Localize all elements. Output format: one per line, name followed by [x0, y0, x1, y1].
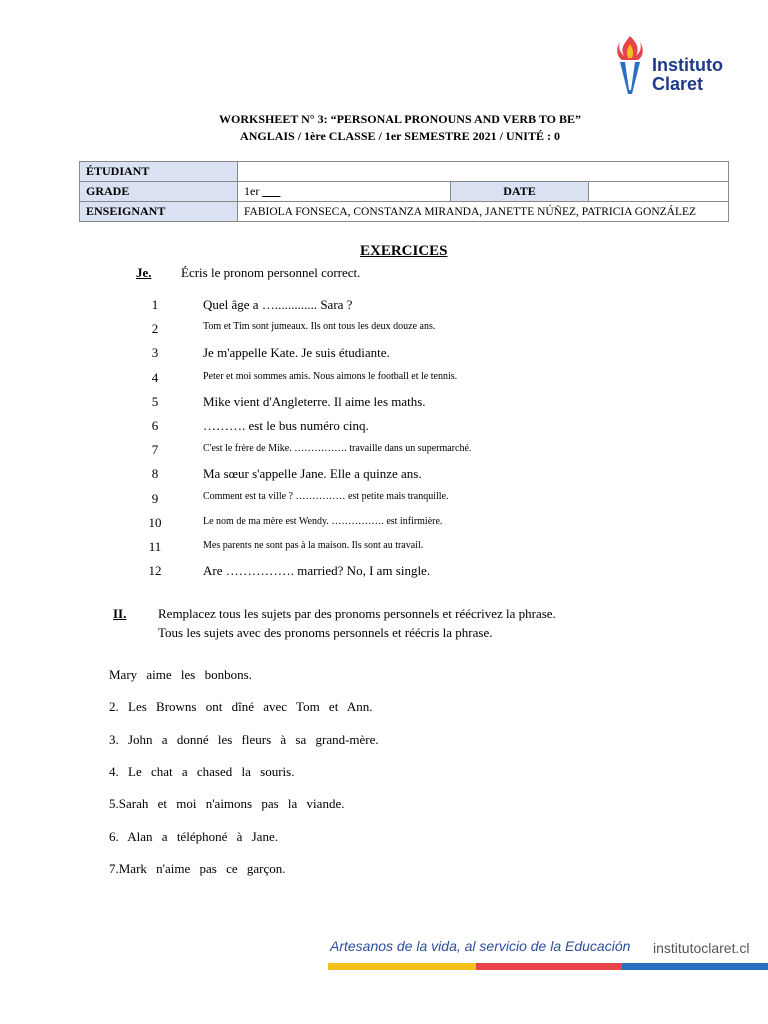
question-number: 7 — [151, 442, 159, 457]
student-label: ÉTUDIANT — [80, 162, 238, 182]
sentence-item: 5.Sarah et moi n'aimons pas la viande. — [109, 796, 345, 811]
question-text: Mike vient d'Angleterre. Il aime les maths. — [203, 394, 426, 409]
worksheet-title: WORKSHEET N° 3: “PERSONAL PRONOUNS AND VERB TO BE” — [219, 112, 581, 126]
teacher-label: ENSEIGNANT — [80, 202, 238, 222]
logo-text — [652, 56, 723, 94]
question-number: 8 — [151, 466, 159, 481]
footer-bar-red — [476, 963, 622, 970]
logo-line1: Instituto — [652, 55, 723, 75]
logo-line2: Claret — [652, 74, 704, 94]
exercises-heading: EXERCICES — [360, 243, 448, 259]
sentence-item: 3. John a donné les fleurs à sa grand-mère. — [109, 732, 379, 747]
date-field[interactable] — [589, 182, 729, 202]
sentence-item: 6. Alan a téléphoné à Jane. — [109, 829, 278, 844]
sentence-item: 7.Mark n'aime pas ce garçon. — [109, 861, 286, 876]
worksheet-subtitle: ANGLAIS / 1ère CLASSE / 1er SEMESTRE 2021 / UNITÉ : 0 — [240, 129, 560, 143]
sentence-item: 4. Le chat a chased la souris. — [109, 764, 295, 779]
question-text: C'est le frère de Mike. ……………. travaille dans un supermarché. — [203, 443, 472, 454]
grade-value: 1er — [244, 184, 260, 198]
section1-number: Je. — [136, 265, 152, 280]
torch-icon — [614, 34, 646, 96]
grade-field[interactable] — [238, 182, 451, 202]
student-field[interactable] — [238, 162, 729, 182]
question-number: 2 — [151, 321, 159, 336]
question-number: 11 — [148, 539, 162, 554]
question-text: Tom et Tim sont jumeaux. Ils ont tous les deux douze ans. — [203, 321, 436, 332]
question-text: Comment est ta ville ? …………… est petite mais tranquille. — [203, 491, 449, 502]
section2-instruction-1: Remplacez tous les sujets par des pronoms personnels et réécrivez la phrase. — [158, 606, 556, 621]
teacher-value: FABIOLA FONSECA, CONSTANZA MIRANDA, JANETTE NÚÑEZ, PATRICIA GONZÁLEZ — [238, 202, 729, 222]
question-text: Mes parents ne sont pas à la maison. Ils sont au travail. — [203, 540, 424, 551]
sentence-item: 2. Les Browns ont dîné avec Tom et Ann. — [109, 699, 373, 714]
question-number: 3 — [151, 345, 159, 360]
question-text: Je m'appelle Kate. Je suis étudiante. — [203, 345, 390, 360]
section2-instruction-2: Tous les sujets avec des pronoms personnels et réécris la phrase. — [158, 625, 493, 640]
sentence-item: Mary aime les bonbons. — [109, 667, 252, 682]
question-text: Quel âge a …............. Sara ? — [203, 297, 353, 312]
footer-website[interactable]: institutoclaret.cl — [653, 940, 750, 956]
question-number: 6 — [151, 418, 159, 433]
question-number: 5 — [151, 394, 159, 409]
question-number: 9 — [151, 491, 159, 506]
institute-logo — [614, 34, 754, 96]
footer-bar-blue — [622, 963, 768, 970]
section2-number: II. — [113, 606, 127, 621]
question-text: Ma sœur s'appelle Jane. Elle a quinze ans. — [203, 466, 422, 481]
footer-bar-yellow — [328, 963, 476, 970]
grade-blank: ___ — [262, 184, 281, 198]
question-text: Are ……………. married? No, I am single. — [203, 563, 431, 578]
question-number: 4 — [151, 370, 159, 385]
date-label: DATE — [451, 182, 589, 202]
grade-label: GRADE — [80, 182, 238, 202]
question-text: Peter et moi sommes amis. Nous aimons le football et le tennis. — [203, 371, 458, 382]
question-text: Le nom de ma mère est Wendy. ……………. est infirmière. — [203, 516, 443, 527]
question-number: 10 — [148, 515, 162, 530]
student-info-table — [79, 161, 729, 222]
footer-slogan: Artesanos de la vida, al servicio de la Educación — [330, 938, 631, 954]
question-text: ………. est le bus numéro cinq. — [203, 418, 369, 433]
question-number: 1 — [151, 297, 159, 312]
section1-instruction: Écris le pronom personnel correct. — [181, 265, 361, 280]
question-number: 12 — [148, 563, 162, 578]
